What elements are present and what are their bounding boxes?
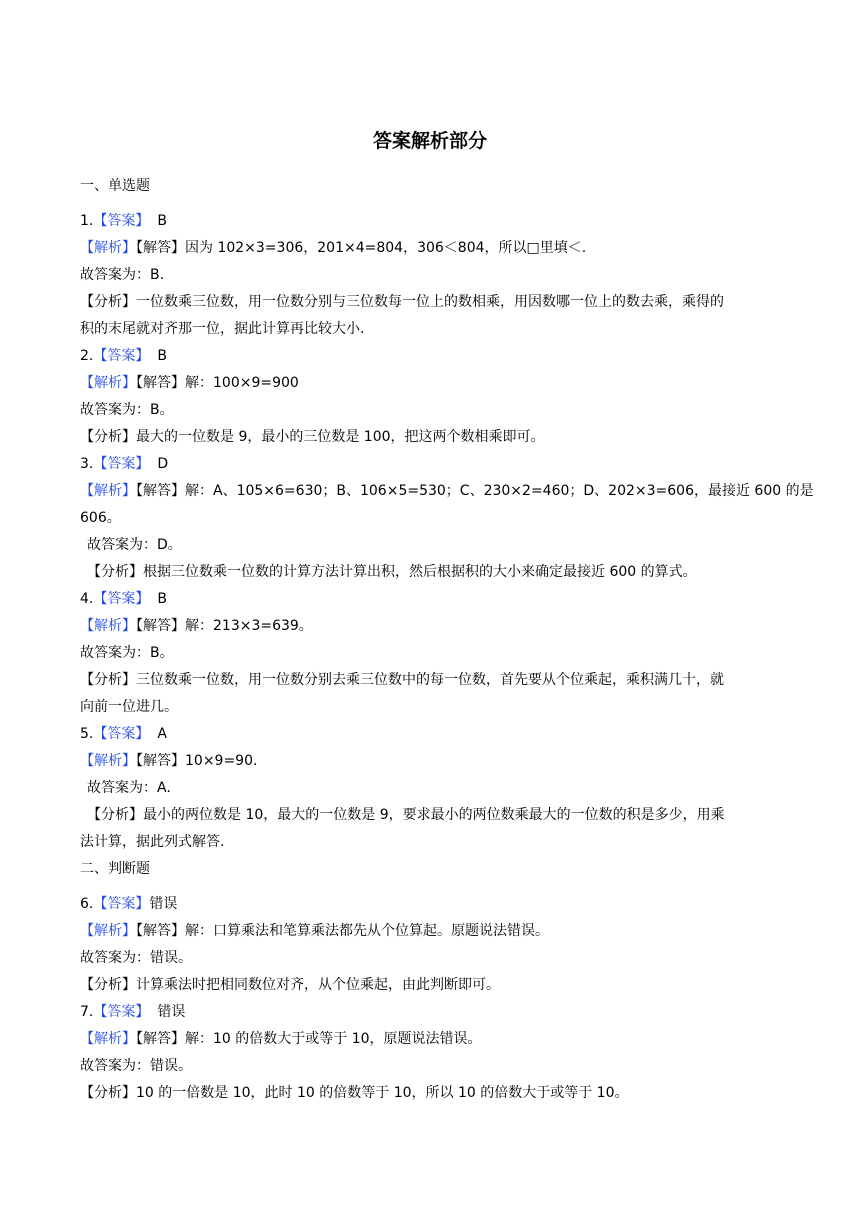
answer-value: B: [157, 348, 167, 364]
jieda-tag: 【解答】: [136, 375, 185, 391]
solution-text: 解：A、105×6=630；B、106×5=530；C、230×2=460；D、202×3=606，最接近 600 的是: [185, 483, 814, 499]
analysis-text: 一位数乘三位数，用一位数分别与三位数每一位上的数相乘，用因数哪一位上的数去乘，乘得的: [136, 294, 724, 310]
solution-line: [80, 481, 814, 501]
fenxi-tag: 【分析】: [80, 294, 136, 310]
analysis-text: 根据三位数乘一位数的计算方法计算出积，然后根据积的大小来确定最接近 600 的算式。: [143, 564, 697, 580]
answer-line: [80, 1002, 185, 1022]
jiexi-tag: 【解析】: [80, 375, 136, 391]
conclusion-line: 故答案为：B。: [80, 402, 174, 418]
answer-tag: 【答案】: [93, 213, 150, 229]
answer-line: [80, 211, 167, 231]
fenxi-tag: 【分析】: [80, 672, 136, 688]
answer-value: A: [157, 726, 167, 742]
jieda-tag: 【解答】: [136, 483, 185, 499]
analysis-line: [87, 805, 725, 825]
section-heading: 二、判断题: [80, 861, 150, 877]
analysis-line: [80, 670, 724, 690]
answer-value: B: [157, 591, 167, 607]
analysis-text: 10 的一倍数是 10，此时 10 的倍数等于 10，所以 10 的倍数大于或等于 10。: [136, 1085, 629, 1101]
jieda-tag: 【解答】: [136, 923, 185, 939]
solution-line: [80, 238, 586, 258]
question-number: 5.: [80, 726, 94, 742]
conclusion-line: 故答案为：错误。: [80, 1058, 192, 1074]
solution-line: [80, 921, 549, 941]
jiexi-tag: 【解析】: [80, 923, 136, 939]
solution-line: [80, 616, 313, 636]
answer-value: 错误: [157, 1004, 186, 1020]
page-title: 答案解析部分: [372, 130, 487, 152]
analysis-text: 最大的一位数是 9，最小的三位数是 100，把这两个数相乘即可。: [136, 429, 545, 445]
solution-text: 解：100×9=900: [185, 375, 299, 391]
fenxi-tag: 【分析】: [87, 807, 143, 823]
analysis-line-cont: 向前一位进几。: [80, 699, 178, 715]
answer-line: [80, 724, 167, 744]
solution-text: 10×9=90.: [185, 753, 258, 769]
jieda-tag: 【解答】: [136, 1031, 185, 1047]
conclusion-line: 故答案为：错误。: [80, 950, 192, 966]
solution-text: 解：10 的倍数大于或等于 10，原题说法错误。: [185, 1031, 482, 1047]
conclusion-line: 故答案为：D。: [87, 537, 182, 553]
conclusion-line: 故答案为：A.: [87, 780, 171, 796]
question-number: 2.: [80, 348, 94, 364]
solution-line: [80, 751, 257, 771]
answer-tag: 【答案】: [93, 348, 150, 364]
answer-value: D: [157, 456, 169, 472]
analysis-line: [80, 1083, 629, 1103]
analysis-line: [80, 292, 724, 312]
fenxi-tag: 【分析】: [80, 429, 136, 445]
question-number: 6.: [80, 896, 94, 912]
conclusion-line: 故答案为：B.: [80, 267, 165, 283]
analysis-line: [87, 562, 697, 582]
analysis-line-cont: 法计算，据此列式解答.: [80, 834, 225, 850]
analysis-line: [80, 427, 545, 447]
question-number: 4.: [80, 591, 94, 607]
question-number: 1.: [80, 213, 94, 229]
analysis-line: [80, 975, 500, 995]
question-number: 7.: [80, 1004, 94, 1020]
solution-line: [80, 1029, 482, 1049]
fenxi-tag: 【分析】: [80, 977, 136, 993]
jiexi-tag: 【解析】: [80, 753, 136, 769]
answer-value: B: [157, 213, 167, 229]
jiexi-tag: 【解析】: [80, 618, 136, 634]
answer-tag: 【答案】: [93, 726, 150, 742]
answer-tag: 【答案】: [93, 591, 150, 607]
answer-value: 错误: [149, 896, 178, 912]
jiexi-tag: 【解析】: [80, 240, 136, 256]
solution-line: [80, 373, 299, 393]
jieda-tag: 【解答】: [136, 618, 185, 634]
question-number: 3.: [80, 456, 94, 472]
analysis-line-cont: 积的末尾就对齐那一位，据此计算再比较大小.: [80, 321, 365, 337]
jiexi-tag: 【解析】: [80, 483, 136, 499]
fenxi-tag: 【分析】: [87, 564, 143, 580]
solution-text: 解：213×3=639。: [185, 618, 313, 634]
jieda-tag: 【解答】: [136, 240, 185, 256]
answer-line: [80, 346, 167, 366]
jieda-tag: 【解答】: [136, 753, 185, 769]
solution-line-cont: 606。: [80, 510, 121, 526]
answer-tag: 【答案】: [93, 896, 150, 912]
answer-tag: 【答案】: [93, 456, 150, 472]
answer-line: [80, 894, 177, 914]
answer-line: [80, 589, 167, 609]
fenxi-tag: 【分析】: [80, 1085, 136, 1101]
jiexi-tag: 【解析】: [80, 1031, 136, 1047]
solution-text: 因为 102×3=306，201×4=804，306＜804，所以□里填＜.: [185, 240, 587, 256]
section-heading: 一、单选题: [80, 178, 150, 194]
analysis-text: 计算乘法时把相同数位对齐，从个位乘起，由此判断即可。: [136, 977, 500, 993]
analysis-text: 三位数乘一位数，用一位数分别去乘三位数中的每一位数，首先要从个位乘起，乘积满几十，就: [136, 672, 724, 688]
answer-tag: 【答案】: [93, 1004, 150, 1020]
conclusion-line: 故答案为：B。: [80, 645, 174, 661]
answer-line: [80, 454, 168, 474]
solution-text: 解：口算乘法和笔算乘法都先从个位算起。原题说法错误。: [185, 923, 549, 939]
analysis-text: 最小的两位数是 10，最大的一位数是 9，要求最小的两位数乘最大的一位数的积是多少，用乘: [143, 807, 725, 823]
